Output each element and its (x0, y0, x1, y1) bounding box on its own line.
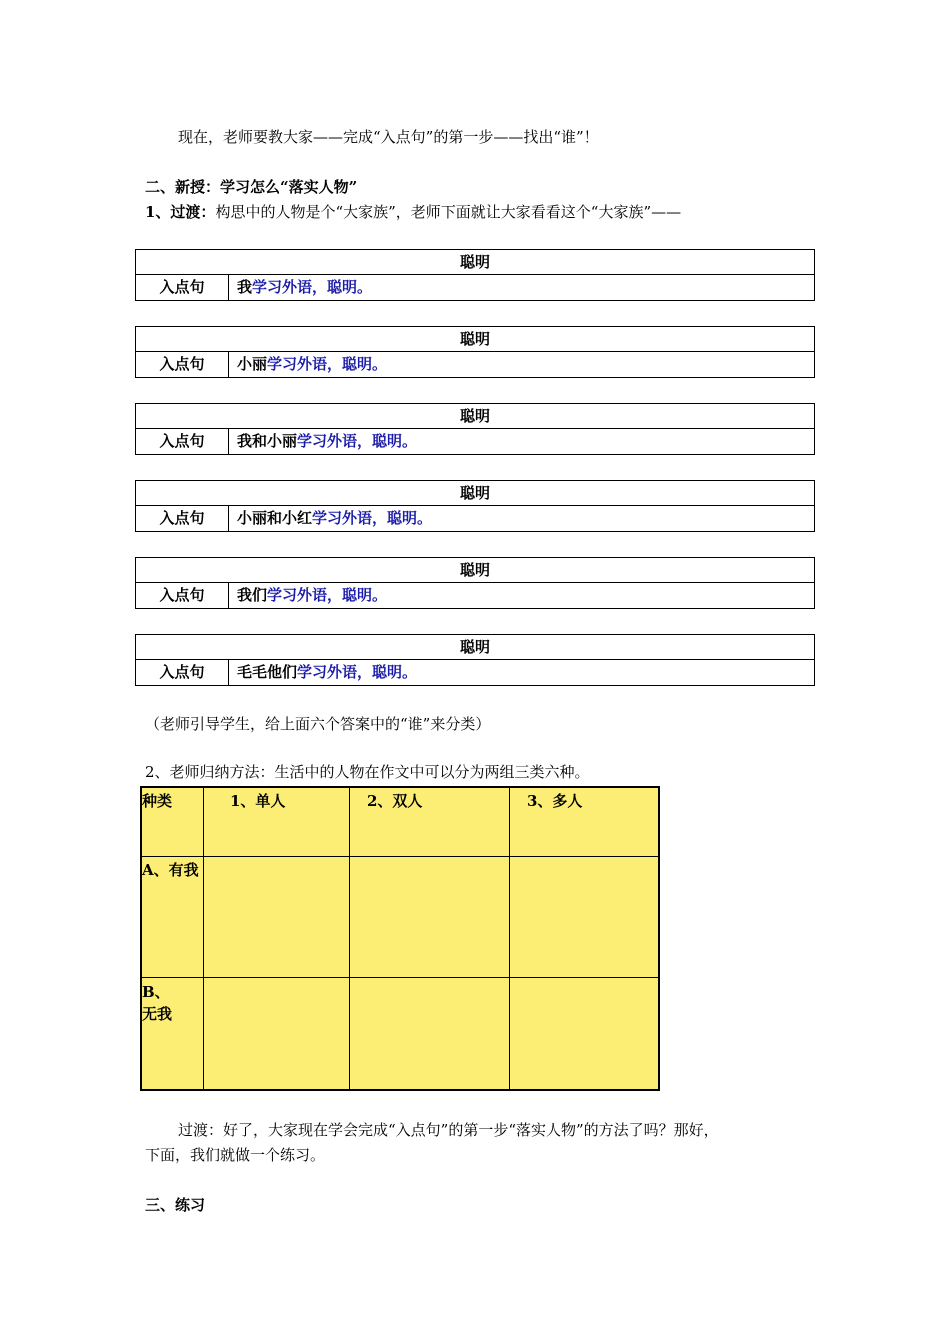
sentence-cell (229, 429, 417, 454)
section3-heading: 三、练习 (145, 1196, 206, 1214)
grid-line (203, 788, 204, 1089)
grid-line (142, 977, 658, 978)
sentence-predicate: 学习外语，聪明。 (252, 278, 373, 296)
sentence-cell (229, 275, 372, 300)
sentence-subject: 我和小丽 (237, 432, 298, 450)
sentence-table-3 (135, 403, 815, 455)
transition-text: 构思中的人物是个“大家族”，老师下面就让大家看看这个“大家族”—— (215, 203, 682, 221)
sentence-cell (229, 660, 417, 685)
sentence-cell (229, 506, 432, 531)
grid-line (509, 788, 510, 1089)
sentence-table-4 (135, 480, 815, 532)
row-label: 入点句 (136, 352, 229, 377)
category-table (140, 786, 660, 1091)
row-label: 入点句 (136, 660, 229, 685)
intro-text: 现在，老师要教大家——完成“入点句”的第一步——找出“谁”！ (178, 128, 599, 146)
sentence-predicate: 学习外语，聪明。 (267, 355, 388, 373)
row-label: 入点句 (136, 275, 229, 300)
sentence-table-2 (135, 326, 815, 378)
sentence-table-1 (135, 249, 815, 301)
column-header-multiple: 3、多人 (527, 792, 583, 810)
row-label: 入点句 (136, 506, 229, 531)
table-row (136, 506, 814, 531)
sentence-subject: 小丽和小红 (237, 509, 313, 527)
row-label-line: B、 (142, 983, 170, 1001)
sentence-predicate: 学习外语，聪明。 (297, 663, 418, 681)
table-header: 聪明 (136, 327, 814, 352)
table-header: 聪明 (136, 481, 814, 506)
table-row (136, 583, 814, 608)
table-header: 聪明 (136, 250, 814, 275)
table-row (136, 660, 814, 685)
sentence-predicate: 学习外语，聪明。 (267, 586, 388, 604)
sentence-cell (229, 352, 387, 377)
row-label-line: 无我 (142, 1005, 173, 1023)
grid-line (349, 788, 350, 1089)
sentence-predicate: 学习外语，聪明。 (312, 509, 433, 527)
transition-line (145, 202, 681, 222)
table-row (136, 352, 814, 377)
row-label-without-me (142, 981, 172, 1025)
row-label: 入点句 (136, 429, 229, 454)
column-header-single: 1、单人 (230, 792, 286, 810)
note-text: （老师引导学生，给上面六个答案中的“谁”来分类） (145, 715, 491, 733)
column-header-double: 2、双人 (367, 792, 423, 810)
sentence-cell (229, 583, 387, 608)
method-text: 2、老师归纳方法：生活中的人物在作文中可以分为两组三类六种。 (145, 763, 590, 781)
sentence-subject: 我们 (237, 586, 268, 604)
table-row (136, 429, 814, 454)
closing-line-2: 下面，我们就做一个练习。 (145, 1146, 326, 1164)
table-header: 聪明 (136, 558, 814, 583)
closing-line-1: 过渡：好了，大家现在学会完成“入点句”的第一步“落实人物”的方法了吗？那好， (178, 1121, 719, 1139)
grid-line (142, 856, 658, 857)
sentence-subject: 小丽 (237, 355, 268, 373)
sentence-subject: 毛毛他们 (237, 663, 298, 681)
corner-label: 种类 (142, 792, 173, 810)
sentence-table-5 (135, 557, 815, 609)
table-header: 聪明 (136, 635, 814, 660)
table-row (136, 275, 814, 300)
sentence-table-6 (135, 634, 815, 686)
sentence-subject: 我 (237, 278, 253, 296)
sentence-predicate: 学习外语，聪明。 (297, 432, 418, 450)
table-header: 聪明 (136, 404, 814, 429)
row-label-with-me: A、有我 (142, 861, 199, 879)
transition-prefix: 1、过渡： (145, 203, 216, 221)
row-label: 入点句 (136, 583, 229, 608)
section2-heading: 二、新授：学习怎么“落实人物” (145, 178, 358, 196)
